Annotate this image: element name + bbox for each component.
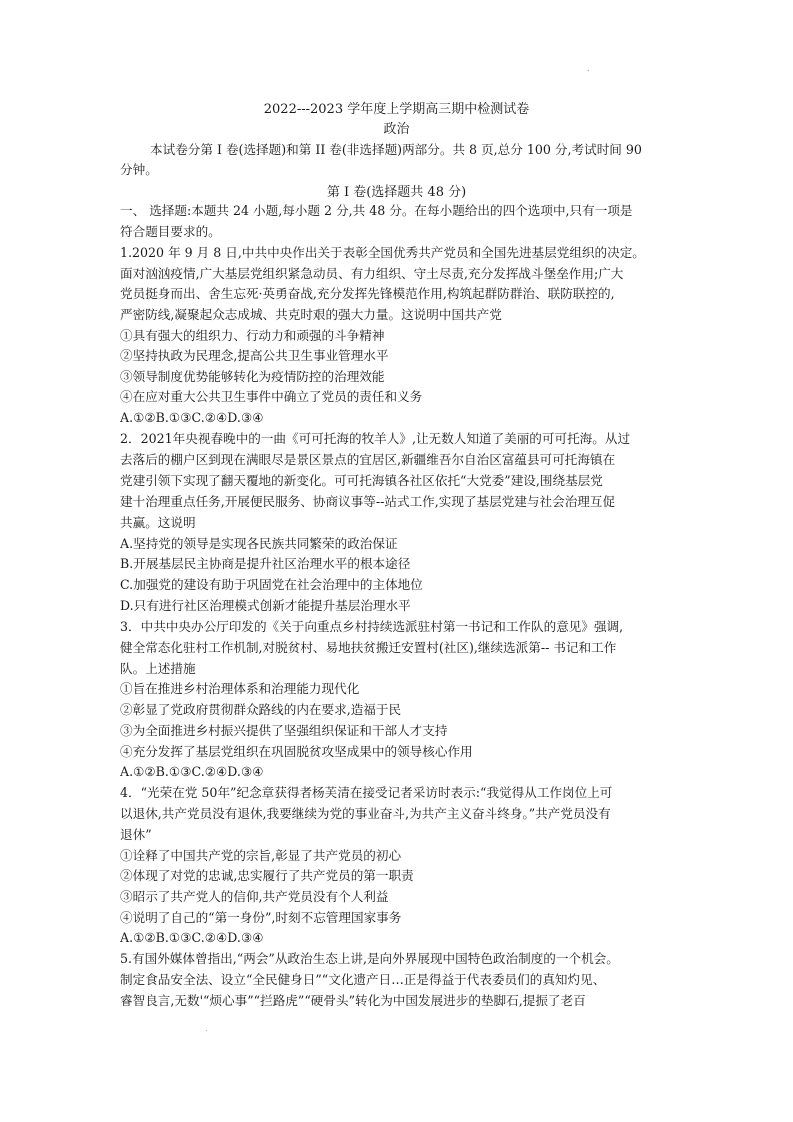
question-1-stem: 党员挺身而出、舍生忘死·英勇奋战,充分发挥先锋模范作用,构筑起群防群治、联防联控的,: [120, 286, 615, 301]
question-2-option: B.开展基层民主协商是提升社区治理水平的根本途径: [120, 556, 411, 571]
question-1-stem: 严密防线,凝聚起众志成城、共克时艰的强大力量。这说明中国共产党: [120, 307, 502, 322]
question-2-stem: 2．2021年央视春晚中的一曲《可可托海的牧羊人》,让无数人知道了美丽的可可托海。从过: [120, 431, 631, 446]
question-1-option: ③领导制度优势能够转化为疫情防控的治理效能: [120, 369, 385, 384]
intro-line: 分钟。: [120, 162, 158, 177]
question-1-stem: 面对汹汹疫情,广大基层党组织紧急动员、有力组织、守土尽责,充分发挥战斗堡垒作用;广大: [120, 266, 624, 281]
question-1-stem: 1.2020 年 9 月 8 日,中共中央作出关于表彰全国优秀共产党员和全国先进基层党组织的决定。: [120, 245, 645, 260]
question-4-stem: 退休”: [120, 827, 152, 842]
question-3-option: ②彰显了党政府贯彻群众路线的内在要求,造福于民: [120, 702, 402, 717]
question-5-stem: 制定食品安全法、设立“全民健身日”“文化遗产日…正是得益于代表委员们的真知灼见、: [120, 972, 606, 987]
question-2-stem: 党建引领下实现了翻天覆地的新变化。可可托海镇各社区依托“大党委”建设,围绕基层党: [120, 473, 603, 488]
question-3-stem: 健全常态化驻村工作机制,对脱贫村、易地扶贫搬迁安置村(社区),继续选派第-- 书记和工作: [120, 640, 617, 655]
question-2-stem: 建十治理重点任务,开展便民服务、协商议事等--站式工作,实现了基层党建与社会治理互促: [120, 494, 616, 509]
question-2-option: D.只有进行社区治理模式创新才能提升基层治理水平: [120, 598, 411, 613]
question-2-stem: 共赢。这说明: [120, 515, 196, 530]
question-4-option: ④说明了自己的“第一身份”,时刻不忘管理国家事务: [120, 910, 402, 925]
scan-dot: .: [205, 1024, 208, 1033]
exam-title: 2022---2023 学年度上学期高三期中检测试卷: [263, 102, 530, 117]
section-instruction: 一、 选择题:本题共 24 小题,每小题 2 分,共 48 分。在每小题给出的四个选项中,只有一项是: [120, 203, 633, 218]
question-2-option: A.坚持党的领导是实现各民族共同繁荣的政治保证: [120, 536, 398, 551]
question-4-stem: 4．“光荣在党 50年”纪念章获得者杨芙清在接受记者采访时表示:“我觉得从工作岗位上可: [120, 785, 613, 800]
question-3-option: ③为全面推进乡村振兴提供了坚强组织保证和干部人才支持: [120, 723, 448, 738]
subject-title: 政治: [383, 122, 410, 137]
question-1-option: ④在应对重大公共卫生事件中确立了党员的责任和义务: [120, 389, 423, 404]
question-2-stem: 去落后的棚户区到现在满眼尽是景区景点的宜居区,新疆维吾尔自治区富蕴县可可托海镇在: [120, 452, 616, 467]
question-1-option: ①具有强大的组织力、行动力和顽强的斗争精神: [120, 328, 385, 343]
intro-line: 本试卷分第 I 卷(选择题)和第 II 卷(非选择题)两部分。共 8 页,总分 100 分,考试时间 90: [150, 142, 642, 157]
question-3-option: ①旨在推进乡村治理体系和治理能力现代化: [120, 681, 360, 696]
question-3-option: ④充分发挥了基层党组织在巩固脱贫攻坚成果中的领导核心作用: [120, 744, 473, 759]
scan-dot: .: [587, 64, 590, 73]
section-instruction: 符合题目要求的。: [120, 224, 221, 239]
question-4-answers: A.①②B.①③C.②④D.③④: [120, 930, 264, 945]
question-4-stem: 以退休,共产党员没有退休,我要继续为党的事业奋斗,为共产主义奋斗终身。”共产党员没有: [120, 806, 611, 821]
question-5-stem: 睿智良言,无数'“烦心事”“拦路虎”“硬骨头”转化为中国发展进步的垫脚石,提振了老百: [120, 993, 586, 1008]
question-5-stem: 5.有国外媒体曾指出,“两会”从政治生态上讲,是向外界展现中国特色政治制度的一个机会。: [120, 951, 619, 966]
part-title: 第 I 卷(选择题共 48 分): [326, 185, 467, 200]
question-4-option: ③昭示了共产党人的信仰,共产党员没有个人利益: [120, 889, 389, 904]
question-3-stem: 队。上述措施: [120, 661, 196, 676]
question-3-answers: A.①②B.①③C.②④D.③④: [120, 764, 264, 779]
question-2-option: C.加强党的建设有助于巩固党在社会治理中的主体地位: [120, 577, 423, 592]
question-1-option: ②坚持执政为民理念,提高公共卫生事业管理水平: [120, 348, 389, 363]
question-3-stem: 3．中共中央办公厅印发的《关于向重点乡村持续选派驻村第一书记和工作队的意见》强调,: [120, 619, 624, 634]
question-4-option: ①诠释了中国共产党的宗旨,彰显了共产党员的初心: [120, 848, 402, 863]
question-4-option: ②体现了对党的忠诚,忠实履行了共产党员的第一职责: [120, 868, 414, 883]
question-1-answers: A.①②B.①③C.②④D.③④: [120, 410, 264, 425]
